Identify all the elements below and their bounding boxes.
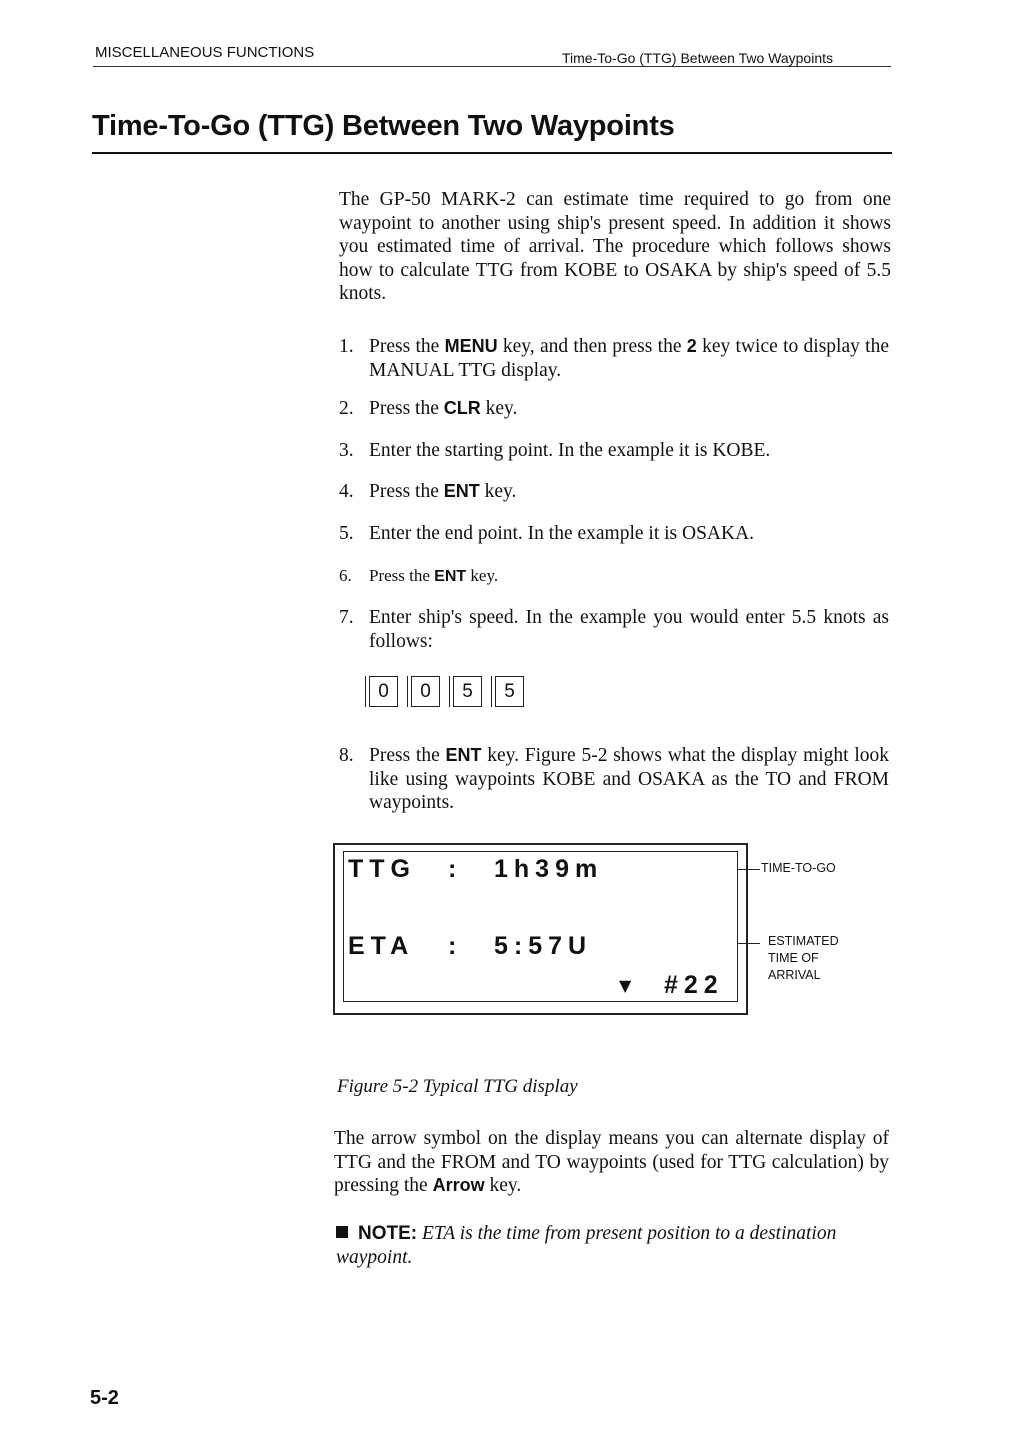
bullet-icon: [336, 1226, 348, 1238]
arrow-down-icon: ▼: [619, 976, 632, 995]
step-number: 8.: [339, 745, 354, 766]
figure-caption: Figure 5-2 Typical TTG display: [337, 1076, 578, 1097]
page-number: 5-2: [90, 1387, 119, 1409]
step-2: [339, 397, 891, 421]
arrow-paragraph: The arrow symbol on the display means you can alternate display of TTG and the FROM and TO waypoints (used for TTG calculation) by pressing the Arrow key.: [334, 1128, 889, 1196]
key-0-icon: 0: [369, 676, 398, 707]
step-text: Press the ENT key.: [369, 481, 517, 502]
step-3: [339, 439, 891, 463]
running-header-topic: Time-To-Go (TTG) Between Two Waypoints: [562, 50, 833, 66]
running-header-section: MISCELLANEOUS FUNCTIONS: [95, 44, 315, 61]
step-text: Enter ship's speed. In the example you would enter 5.5 knots as follows:: [369, 607, 889, 652]
callout-eta: ESTIMATED TIME OF ARRIVAL: [768, 934, 839, 982]
callout-leader: [738, 869, 760, 870]
step-number: 4.: [339, 481, 354, 502]
step-text: Press the ENT key.: [369, 566, 499, 585]
step-7: [339, 606, 891, 654]
step-8: [339, 744, 891, 816]
key-name: Arrow: [432, 1175, 485, 1195]
intro-paragraph: The GP-50 MARK-2 can estimate time required to go from one waypoint to another using ship's present speed. In addition it shows you estimated time of arrival. The procedure which follows shows how to calculate TTG from KOBE to OSAKA by ship's speed of 5.5 knots.: [339, 189, 891, 304]
step-text: Press the MENU key, and then press the 2 key twice to display the MANUAL TTG display.: [369, 336, 889, 381]
key-name: CLR: [443, 398, 481, 418]
step-number: 2.: [339, 398, 354, 419]
step-1: [339, 335, 891, 383]
key-name: MENU: [444, 336, 498, 356]
step-5: [339, 522, 891, 546]
header-rule: [93, 66, 891, 67]
step-text: Press the CLR key.: [369, 398, 518, 419]
step-number: 3.: [339, 440, 354, 461]
key-name: 2: [686, 336, 697, 356]
key-name: ENT: [434, 568, 467, 585]
step-number: 1.: [339, 336, 354, 357]
waypoint-number: #22: [664, 971, 724, 999]
key-sequence: [369, 676, 524, 707]
eta-separator: :: [448, 932, 463, 960]
ttg-label: TTG: [348, 855, 416, 883]
callout-ttg: TIME-TO-GO: [761, 861, 836, 875]
step-text: Enter the end point. In the example it is OSAKA.: [369, 523, 755, 544]
step-number: 6.: [339, 566, 352, 585]
step-4: [339, 480, 891, 504]
callout-leader: [738, 943, 760, 944]
eta-value: 5:57U: [494, 932, 593, 960]
step-number: 5.: [339, 523, 354, 544]
note-text: ETA is the time from present position to a destination waypoint.: [336, 1223, 837, 1268]
eta-label: ETA: [348, 932, 415, 960]
key-0-icon: 0: [411, 676, 440, 707]
key-5-icon: 5: [495, 676, 524, 707]
step-text: Press the ENT key. Figure 5-2 shows what the display might look like using waypoints KOBE and OSAKA as the TO and FROM waypoints.: [369, 745, 889, 813]
step-number: 7.: [339, 607, 354, 628]
step-text: Enter the starting point. In the example it is KOBE.: [369, 440, 771, 461]
ttg-value: 1h39m: [494, 855, 604, 883]
title-rule: [92, 152, 892, 154]
note: [336, 1222, 892, 1269]
key-name: ENT: [445, 745, 482, 765]
key-5-icon: 5: [453, 676, 482, 707]
ttg-separator: :: [448, 855, 463, 883]
key-name: ENT: [443, 481, 480, 501]
page-title: Time-To-Go (TTG) Between Two Waypoints: [92, 110, 675, 142]
note-label: NOTE:: [358, 1223, 418, 1244]
step-6: [339, 564, 891, 588]
